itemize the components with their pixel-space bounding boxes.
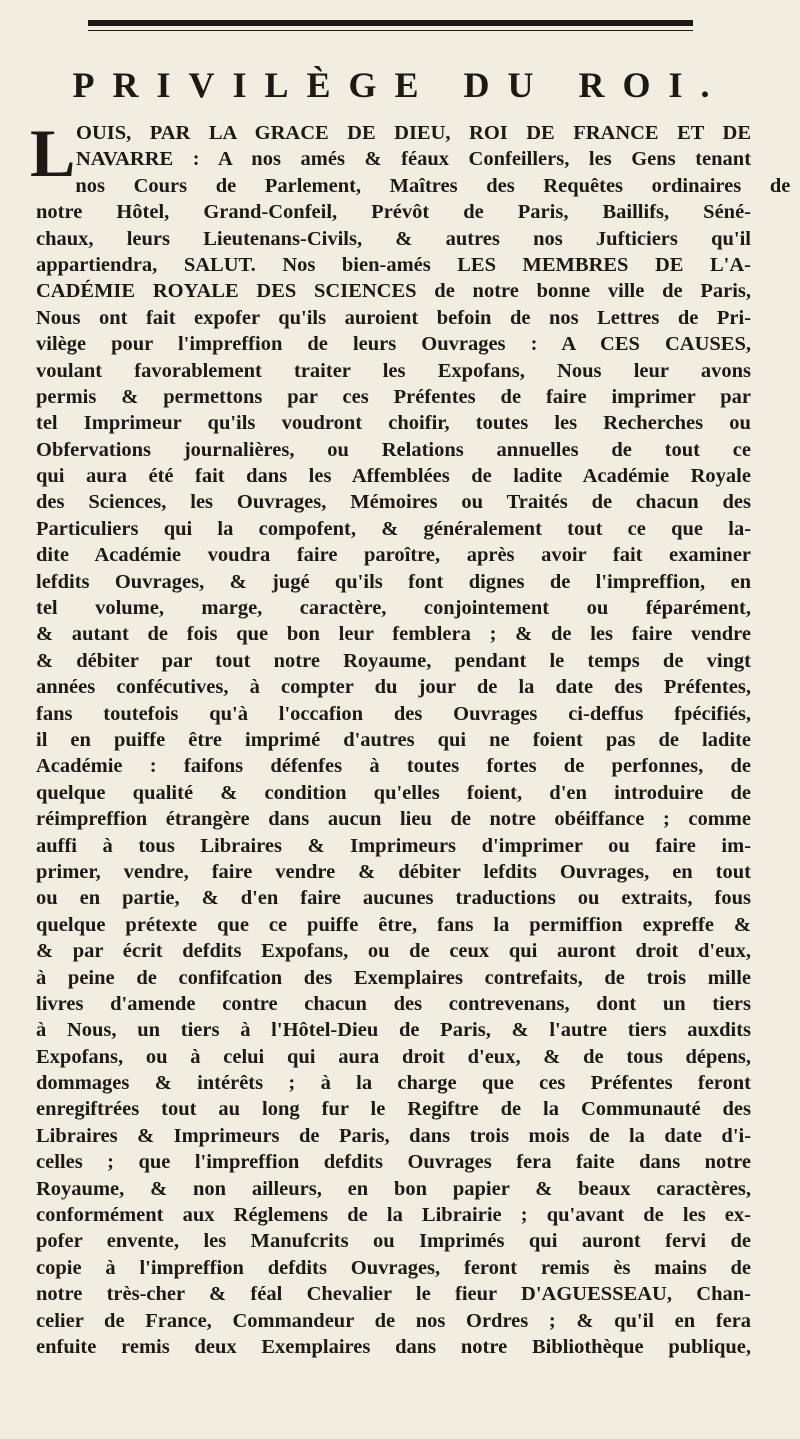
text-line-content: & autant de fois que bon leur femblera ; & de les faire vendre [36,623,752,646]
text-line [36,701,751,727]
text-line-content: années confécutives, à compter du jour de la date des Préfentes, [36,676,751,699]
text-line-content: Académie : faifons défenfes à toutes fortes de perfonnes, de [36,755,751,778]
text-line-content: conformément aux Réglemens de la Librairie ; qu'avant de les ex- [36,1204,751,1227]
text-line-content: permis & permettons par ces Préfentes de faire imprimer par [36,385,752,408]
text-line [36,384,751,410]
privilege-text [30,115,791,1360]
header-rule [88,20,693,26]
text-line-content: dommages & intérêts ; à la charge que ces Préfentes feront [36,1072,752,1095]
text-line [36,358,751,384]
text-line [36,1228,751,1254]
text-line [36,753,751,779]
text-line [36,1123,751,1149]
text-line-content: Royaume, & non ailleurs, en bon papier & beaux caractères, [36,1177,752,1200]
text-line-content: livres d'amende contre chacun des contrevenans, dont un tiers [36,992,752,1015]
text-line [36,278,751,304]
text-line-content: Nous ont fait expofer qu'ils auroient befoin de nos Lettres de Pri- [36,306,752,329]
text-line [36,648,751,674]
text-line-content: ou en partie, & d'en faire aucunes traductions ou extraits, fous [36,887,751,910]
text-line [36,595,751,621]
text-line-content: fans toutefois qu'à l'occafion des Ouvrages ci-deffus fpécifiés, [36,702,752,725]
text-line-content: pofer envente, les Manufcrits ou Imprimés qui auront fervi de [36,1230,752,1253]
text-line-content: tel volume, marge, caractère, conjointement ou féparément, [36,597,751,620]
text-line-content: tel Imprimeur qu'ils voudront choifir, toutes les Recherches ou [36,412,751,435]
text-line-content: il en puiffe être imprimé d'autres qui ne foient pas de ladite [36,728,751,751]
text-line [36,569,751,595]
text-line-content: enfuite remis deux Exemplaires dans notre Bibliothèque publique, [36,1335,751,1358]
text-line-content: CADÉMIE ROYALE DES SCIENCES de notre bonne ville de Paris, [36,280,751,303]
text-line [36,489,751,515]
text-line [76,120,751,146]
text-line-content: OUIS, PAR LA GRACE DE DIEU, ROI DE FRANCE ET DE [76,122,752,144]
text-line-content: & par écrit defdits Expofans, ou de ceux qui auront droit d'eux, [36,940,751,963]
text-line-content: chaux, leurs Lieutenans-Civils, & autres nos Jufticiers qu'il [36,227,751,250]
text-line [36,1202,751,1228]
text-line [36,859,751,885]
text-line-content: notre très-cher & féal Chevalier le fieur D'AGUESSEAU, Chan- [36,1283,751,1306]
text-line [36,463,751,489]
text-line [36,965,751,991]
text-line-content: celier de France, Commandeur de nos Ordres ; & qu'il en fera [36,1309,752,1332]
text-line [36,885,751,911]
text-line-content: vilège pour l'impreffion de leurs Ouvrages : A CES CAUSES, [36,333,751,356]
text-line-content: NAVARRE : A nos amés & féaux Confeillers, les Gens tenant [76,148,752,171]
text-line-content: qui aura été fait dans les Affemblées de ladite Académie Royale [36,465,751,488]
text-line [36,252,751,278]
text-line [36,199,751,225]
text-line-content: Obfervations journalières, ou Relations annuelles de tout ce [36,438,751,461]
text-line [36,1308,751,1334]
text-line [36,516,751,542]
drop-cap: L [30,115,76,191]
text-line-content: appartiendra, SALUT. Nos bien-amés LES MEMBRES DE L'A- [36,253,752,276]
text-line [36,727,751,753]
text-line-content: Expofans, ou à celui qui aura droit d'eux, & de tous dépens, [36,1045,752,1068]
text-line-content: quelque prétexte que ce puiffe être, fans la permiffion expreffe & [36,913,751,936]
text-line [36,1149,751,1175]
text-line [36,331,751,357]
text-line [36,780,751,806]
text-line-content: Particuliers qui la compofent, & généralement tout ce que la- [36,517,752,540]
text-line [36,437,751,463]
text-line [36,991,751,1017]
text-line-content: notre Hôtel, Grand-Confeil, Prévôt de Paris, Baillifs, Séné- [36,201,751,224]
text-line-content: des Sciences, les Ouvrages, Mémoires ou Traités de chacun des [36,491,751,514]
text-line [36,226,751,252]
text-line-content: à Nous, un tiers à l'Hôtel-Dieu de Paris, & l'autre tiers auxdits [36,1019,752,1042]
text-line [36,1334,751,1360]
text-line [36,1044,751,1070]
text-line [36,542,751,568]
text-line [36,674,751,700]
text-line [36,410,751,436]
text-line-content: copie à l'impreffion defdits Ouvrages, feront remis ès mains de [36,1256,752,1279]
text-line-content: lefdits Ouvrages, & jugé qu'ils font dignes de l'impreffion, en [36,570,752,593]
text-line [36,1017,751,1043]
text-line [36,806,751,832]
text-line [36,1096,751,1122]
page-title: PRIVILÈGE DU ROI. [72,65,728,105]
text-line [76,146,751,172]
text-line-content: & débiter par tout notre Royaume, pendant le temps de vingt [36,649,752,672]
text-line [36,305,751,331]
text-line-content: enregiftrées tout au long fur le Regiftre de la Communauté des [36,1098,751,1121]
text-line-content: quelque qualité & condition qu'elles foient, d'en introduire de [36,781,751,804]
text-line [36,1070,751,1096]
text-line [36,938,751,964]
text-lines [36,120,791,1360]
text-line-content: celles ; que l'impreffion defdits Ouvrages fera faite dans notre [36,1151,751,1174]
text-line-content: dite Académie voudra faire paroître, après avoir fait examiner [36,544,752,567]
text-line-content: auffi à tous Libraires & Imprimeurs d'imprimer ou faire im- [36,834,752,857]
text-line [36,912,751,938]
text-line [36,1176,751,1202]
text-line-content: primer, vendre, faire vendre & débiter lefdits Ouvrages, en tout [36,860,751,883]
text-line [36,833,751,859]
text-line-content: voulant favorablement traiter les Expofans, Nous leur avons [36,359,751,382]
text-line [36,173,791,199]
text-line-content: nos Cours de Parlement, Maîtres des Requêtes ordinaires de [75,174,791,197]
text-line [36,1281,751,1307]
text-line-content: Libraires & Imprimeurs de Paris, dans trois mois de la date d'i- [36,1124,752,1147]
text-line-content: à peine de confifcation des Exemplaires contrefaits, de trois mille [36,966,752,989]
text-line [36,1255,751,1281]
text-line-content: réimpreffion étrangère dans aucun lieu de notre obéiffance ; comme [36,808,751,831]
text-line [36,621,751,647]
